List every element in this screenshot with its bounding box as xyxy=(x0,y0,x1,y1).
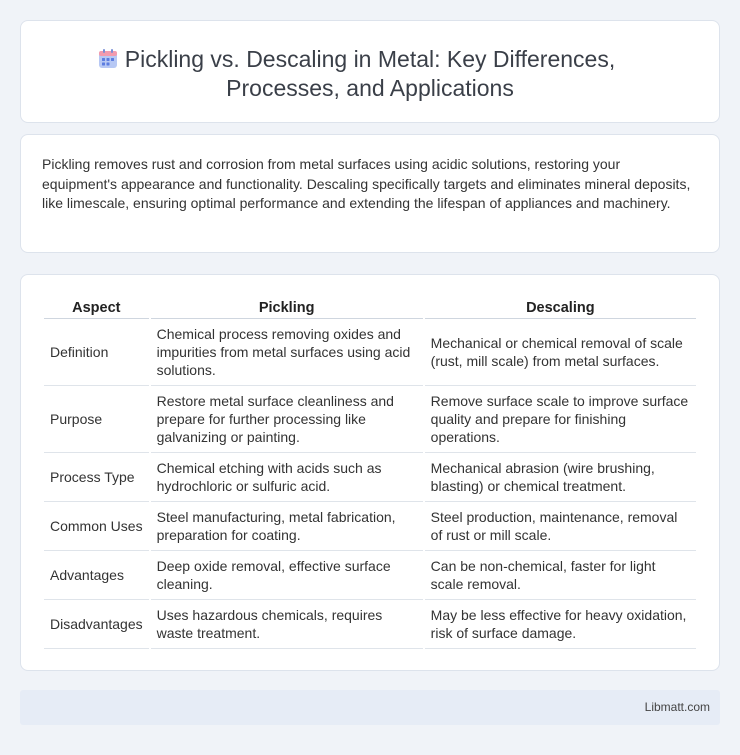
header-pickling: Pickling xyxy=(151,297,423,319)
row-descaling: Mechanical or chemical removal of scale (rust, mill scale) from metal surfaces. xyxy=(425,319,696,386)
row-descaling: Steel production, maintenance, removal of rust or mill scale. xyxy=(425,502,696,551)
row-aspect: Definition xyxy=(44,319,149,386)
row-descaling: Can be non-chemical, faster for light scale removal. xyxy=(425,551,696,600)
table-row xyxy=(44,502,696,551)
row-pickling: Deep oxide removal, effective surface cleaning. xyxy=(151,551,423,600)
row-aspect: Common Uses xyxy=(44,502,149,551)
row-aspect: Process Type xyxy=(44,453,149,502)
title-line-1: Pickling vs. Descaling in Metal: Key Differences, xyxy=(124,46,616,72)
row-pickling: Chemical process removing oxides and impurities from metal surfaces using acid solutions. xyxy=(151,319,423,386)
header-descaling: Descaling xyxy=(425,297,696,319)
table-row xyxy=(44,551,696,600)
row-descaling: Mechanical abrasion (wire brushing, blasting) or chemical treatment. xyxy=(425,453,696,502)
row-pickling: Uses hazardous chemicals, requires waste treatment. xyxy=(151,600,423,649)
title-line-2: Processes, and Applications xyxy=(226,75,514,101)
table-header-row xyxy=(44,297,696,319)
comparison-table xyxy=(42,297,698,649)
comparison-card xyxy=(20,274,720,671)
row-pickling: Chemical etching with acids such as hydrochloric or sulfuric acid. xyxy=(151,453,423,502)
table-row xyxy=(44,386,696,453)
row-aspect: Disadvantages xyxy=(44,600,149,649)
row-aspect: Purpose xyxy=(44,386,149,453)
intro-card xyxy=(20,134,720,253)
title-card xyxy=(20,20,720,123)
intro-paragraph: Pickling removes rust and corrosion from metal surfaces using acidic solutions, restoring your equipment's appearance and functionality. Descaling specifically targets and eliminates mineral deposits, like limescale, ensuring optimal performance and extending the lifespan of appliances and machinery. xyxy=(42,156,691,211)
footer-bar xyxy=(20,690,720,725)
row-pickling: Steel manufacturing, metal fabrication, preparation for coating. xyxy=(151,502,423,551)
table-row xyxy=(44,453,696,502)
header-aspect: Aspect xyxy=(44,297,149,319)
row-descaling: May be less effective for heavy oxidation, risk of surface damage. xyxy=(425,600,696,649)
row-descaling: Remove surface scale to improve surface quality and prepare for finishing operations. xyxy=(425,386,696,453)
row-aspect: Advantages xyxy=(44,551,149,600)
table-row xyxy=(44,600,696,649)
table-row xyxy=(44,319,696,386)
page-title xyxy=(21,45,719,103)
footer-site-link[interactable]: Libmatt.com xyxy=(644,700,710,714)
row-pickling: Restore metal surface cleanliness and prepare for further processing like galvanizing or painting. xyxy=(151,386,423,453)
